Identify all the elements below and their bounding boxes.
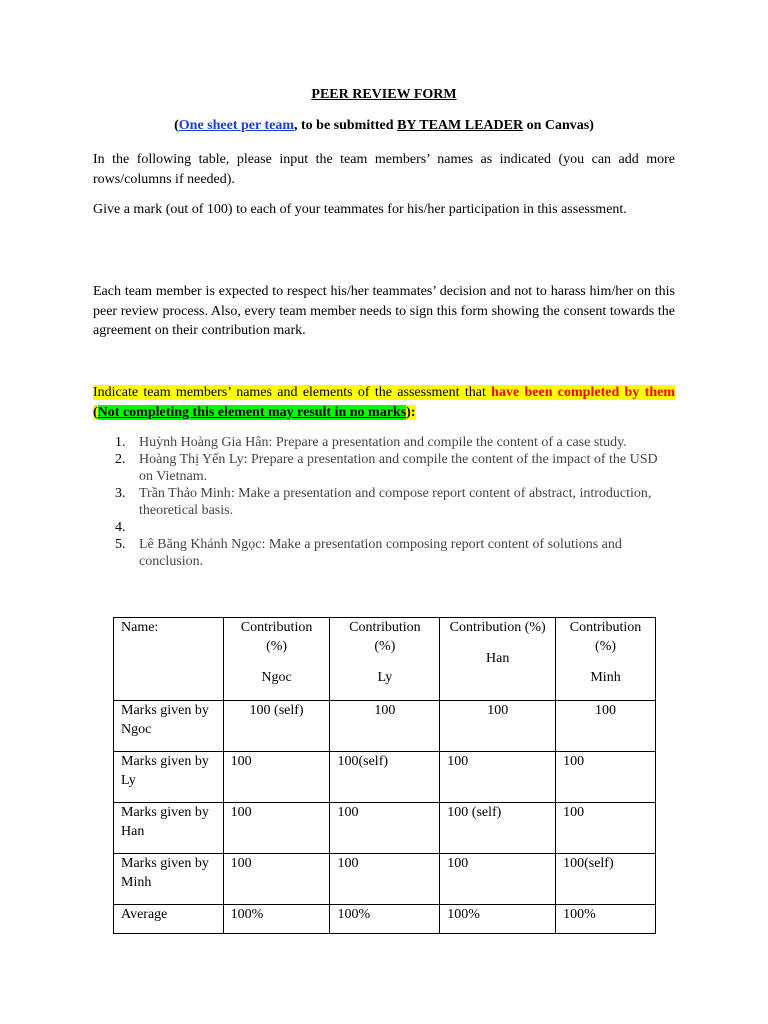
table-cell: 100 [556, 803, 656, 854]
list-item [93, 485, 675, 519]
table-cell: 100 [223, 752, 330, 803]
list-text: Hoàng Thị Yến Ly: Prepare a presentation and compile the content of the impact of the USD on Vietnam. [139, 452, 658, 484]
table-header-cell [556, 618, 656, 701]
page-subtitle [93, 118, 675, 134]
column-name: Han [486, 651, 510, 666]
row-label: Marks given by Ngoc [114, 701, 224, 752]
row-label: Marks given by Han [114, 803, 224, 854]
subtitle-emphasis: BY TEAM LEADER [397, 118, 524, 133]
page-title: PEER REVIEW FORM [311, 87, 457, 102]
table-cell: 100% [556, 905, 656, 934]
table-cell: 100 [556, 752, 656, 803]
column-label: Contribution (%) [449, 620, 546, 635]
instruction-highlight [93, 383, 675, 422]
table-row [114, 752, 656, 803]
table-cell: 100 [330, 701, 440, 752]
subtitle-mid: , to be submitted [294, 118, 398, 133]
row-label: Marks given by Ly [114, 752, 224, 803]
table-cell: 100 [330, 803, 440, 854]
list-item [93, 434, 675, 451]
paragraph-consent: Each team member is expected to respect his/her teammates’ decision and not to harass him/her on this peer review process. Also, every team member needs to sign this form showing the consent towards the agreement on their contribution mark. [93, 284, 675, 338]
list-item [93, 519, 675, 536]
table-cell: 100 [223, 803, 330, 854]
column-label: Contribution (%) [349, 620, 421, 654]
table-cell: 100% [330, 905, 440, 934]
table-cell: 100 (self) [223, 701, 330, 752]
list-number: 3. [115, 486, 126, 501]
table-header-cell [223, 618, 330, 701]
list-text: Huỳnh Hoàng Gia Hân: Prepare a presentation and compile the content of a case study. [139, 435, 627, 450]
instruction-text: Indicate team members’ names and elements of the assessment that [93, 385, 492, 400]
table-cell: 100(self) [330, 752, 440, 803]
list-item [93, 451, 675, 485]
paragraph-marking: Give a mark (out of 100) to each of your teammates for his/her participation in this assessment. [93, 202, 627, 217]
column-name: Ngoc [261, 670, 292, 685]
table-cell: 100(self) [556, 854, 656, 905]
paragraph-instructions: In the following table, please input the team members’ names as indicated (you can add more rows/columns if needed). [93, 152, 675, 187]
list-text: Trần Thảo Minh: Make a presentation and compose report content of abstract, introduction, theoretical basis. [139, 486, 652, 518]
column-label: Contribution (%) [240, 620, 313, 654]
instruction-warning: Not completing this element may result in no marks [97, 404, 407, 420]
table-row [114, 854, 656, 905]
list-number: 4. [115, 520, 126, 535]
list-text: Lê Băng Khánh Ngọc: Make a presentation composing report content of solutions and conclusion. [139, 537, 622, 569]
row-label: Marks given by Minh [114, 854, 224, 905]
column-label: Contribution (%) [569, 620, 642, 654]
table-cell: 100 [330, 854, 440, 905]
table-cell: 100 [223, 854, 330, 905]
column-name: Ly [377, 670, 393, 685]
table-cell: 100 [440, 701, 556, 752]
table-header-row [114, 618, 656, 701]
table-cell: 100 [440, 854, 556, 905]
column-name: Minh [590, 670, 621, 685]
table-cell: 100 [556, 701, 656, 752]
table-header-name: Name: [114, 618, 224, 701]
subtitle-open: ( [174, 118, 179, 133]
table-cell: 100% [440, 905, 556, 934]
list-number: 2. [115, 452, 126, 467]
table-row-average [114, 905, 656, 934]
row-label: Average [114, 905, 224, 934]
member-task-list [93, 434, 675, 570]
table-header-cell [330, 618, 440, 701]
subtitle-link: One sheet per team [178, 118, 294, 133]
table-row [114, 701, 656, 752]
instruction-close: ): [406, 404, 416, 420]
table-header-cell [440, 618, 556, 701]
instruction-red-text: have been completed by them [491, 385, 675, 400]
table-row [114, 803, 656, 854]
instruction-open: ( [93, 404, 98, 420]
peer-review-table [113, 617, 656, 934]
table-cell: 100 (self) [440, 803, 556, 854]
table-cell: 100% [223, 905, 330, 934]
list-item [93, 536, 675, 570]
subtitle-end: on Canvas) [523, 118, 594, 133]
list-number: 5. [115, 537, 126, 552]
table-cell: 100 [440, 752, 556, 803]
list-number: 1. [115, 435, 126, 450]
